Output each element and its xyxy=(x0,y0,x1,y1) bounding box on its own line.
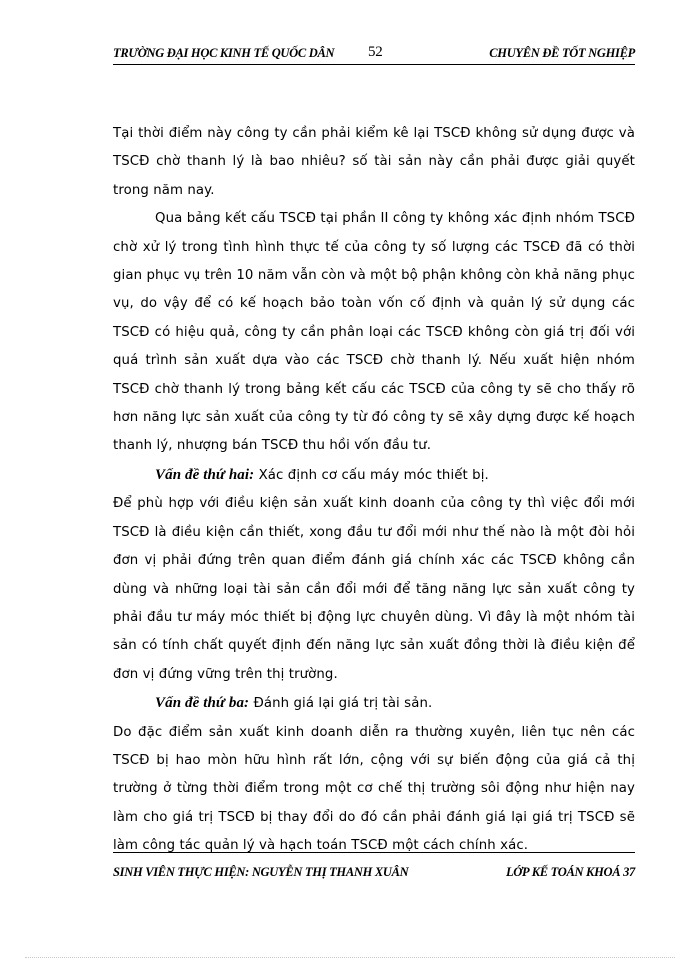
footer-divider xyxy=(113,852,635,853)
issue-three-heading xyxy=(113,689,635,718)
issue-two-label: Vấn đề thứ hai: xyxy=(155,466,255,483)
paragraph-structure: Qua bảng kết cấu TSCĐ tại phần II công ty không xác định nhóm TSCĐ chờ xử lý trong tình hình thực tế của công ty số lượng các TSCĐ đã có thời gian phục vụ trên 10 năm vẫn còn và một bộ phận không còn khả năng phục vụ, do vậy để có kế hoạch bảo toàn vốn cố định và quản lý sử dụng các TSCĐ có hiệu quả, công ty cần phân loại các TSCĐ không còn giá trị đối với quá trình sản xuất dựa vào các TSCĐ chờ thanh lý. Nếu xuất hiện nhóm TSCĐ chờ thanh lý trong bảng kết cấu các TSCĐ của công ty sẽ cho thấy rõ hơn năng lực sản xuất của công ty từ đó công ty sẽ xây dựng được kế hoạch thanh lý, nhượng bán TSCĐ thu hồi vốn đầu tư. xyxy=(113,211,635,454)
issue-three-label: Vấn đề thứ ba: xyxy=(155,695,250,712)
issue-three-text: Đánh giá lại giá trị tài sản. xyxy=(249,696,433,712)
document-body xyxy=(113,120,635,861)
header-thesis-title: CHUYÊN ĐỀ TỐT NGHIỆP xyxy=(489,46,635,60)
footer-class: LỚP KẾ TOÁN KHOÁ 37 xyxy=(505,865,635,879)
footer-student: SINH VIÊN THỰC HIỆN: NGUYỄN THỊ THANH XUÂN xyxy=(113,865,409,879)
issue-two-heading xyxy=(113,461,635,490)
page-number: 52 xyxy=(368,44,383,60)
paragraph-equipment: Để phù hợp với điều kiện sản xuất kinh doanh của công ty thì việc đổi mới TSCĐ là điều kiện cần thiết, xong đầu tư đổi mới như thế nào là một đòi hỏi đơn vị phải đứng trên quan điểm đánh giá chính xác các TSCĐ không cần dùng và những loại tài sản cần đổi mới để tăng năng lực sản xuất công ty phải đầu tư máy móc thiết bị động lực chuyên dùng. Vì đây là một nhóm tài sản có tính chất quyết định đến năng lực sản xuất đồng thời là điều kiện để đơn vị đứng vững trên thị trường. xyxy=(113,496,635,682)
page-header xyxy=(113,44,635,65)
paragraph-revaluation: Do đặc điểm sản xuất kinh doanh diễn ra thường xuyên, liên tục nên các TSCĐ bị hao mòn hữu hình rất lớn, cộng với sự biến động của giá cả thị trường ở từng thời điểm trong một cơ chế thị trường sôi động như hiện nay làm cho giá trị TSCĐ bị thay đổi do đó cần phải đánh giá lại giá trị TSCĐ sẽ làm công tác quản lý và hạch toán TSCĐ một cách chính xác. xyxy=(113,724,635,854)
page-footer xyxy=(113,865,635,885)
header-university: TRƯỜNG ĐẠI HỌC KINH TẾ QUỐC DÂN xyxy=(113,46,335,60)
issue-two-text: Xác định cơ cấu máy móc thiết bị. xyxy=(254,467,489,483)
page-bottom-border xyxy=(25,957,675,958)
paragraph-inventory: Tại thời điểm này công ty cần phải kiểm kê lại TSCĐ không sử dụng được và TSCĐ chờ thanh lý là bao nhiêu? số tài sản này cần phải được giải quyết trong năm nay. xyxy=(113,126,635,198)
